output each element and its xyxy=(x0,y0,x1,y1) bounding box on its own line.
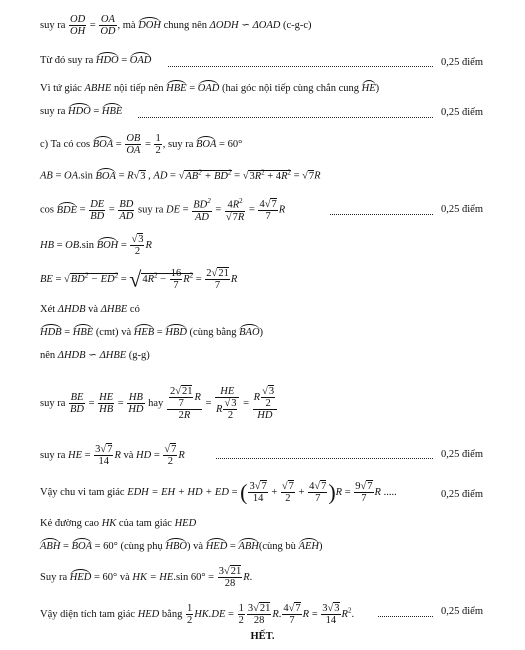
line-2: Từ đó suy ra HDO = OAD xyxy=(40,55,152,66)
line-6: AB = OA.sin BOA = R√3 , AD = $√AB^2 + BD^2 = √3R^2 + 4R^2 = √7R$ xyxy=(40,168,321,182)
line-18: Suy ra HED = 60° và HK = HE.sin 60° = $\frac{3√21}{28}$ R. xyxy=(40,566,253,590)
score-label: 0,25 điểm xyxy=(441,489,483,500)
dot-leader xyxy=(378,616,433,617)
score-label: 0,25 điểm xyxy=(441,57,483,68)
line-11: HDB = HBE (cmt) và HEB = HBD (cùng bằng BAO) xyxy=(40,327,264,338)
line-4: suy ra HDO = HBE xyxy=(40,106,123,117)
dot-leader xyxy=(168,66,433,67)
line-19: Vậy diện tích tam giác HED bằng $\frac{1}{2}$ HK.DE = $\frac{1}{2}$ $\frac{3√21}{28}$ R. $\frac{4√7}{7}$ R = $\frac{3√3}{14}$ $R^2$. xyxy=(40,603,355,627)
line-10: Xét ΔHDB và ΔHBE có xyxy=(40,304,140,315)
line-8: HB = OB.sin BOH = $\frac{√3}{2}$ R xyxy=(40,234,152,258)
line-16: Kẻ đường cao HK của tam giác HED xyxy=(40,518,197,529)
dot-leader xyxy=(138,117,433,118)
line-3: Vì tứ giác ABHE nội tiếp nên HBE = OAD (hai góc nội tiếp cùng chắn cung HE) xyxy=(40,83,380,94)
line-9: BE = $√BD^2 - ED^2 = √4R^2$ − $\frac{16}{7}$ $R^2$ = $\frac{2√21}{7}$ R xyxy=(40,266,238,292)
line-12: nên ΔHDB ∽ ΔHBE (g-g) xyxy=(40,350,150,361)
line-1: suy ra $\frac{OD}{OH}$ = $\frac{OA}{OD}$ , mà DOH chung nên ΔODH ∽ ΔOAD (c-g-c) xyxy=(40,14,312,38)
dot-leader xyxy=(216,458,433,459)
score-label: 0,25 điểm xyxy=(441,107,483,118)
dot-leader xyxy=(330,214,433,215)
line-7: cos BDE = $\frac{DE}{BD}$ = $\frac{BD}{AD}$ suy ra DE = $\frac{BD^2}{AD}$ = $\frac{4R^2}{√7R}$ = $\frac{4√7}{7}$ R xyxy=(40,197,286,223)
line-5: c) Ta có cos BOA = $\frac{OB}{OA}$ = $\frac{1}{2}$ , suy ra BOA = 60° xyxy=(40,133,243,157)
score-label: 0,25 điểm xyxy=(441,204,483,215)
line-17: ABH = BOA = 60° (cùng phụ HBO) và HED = ABH(cùng bù AEH) xyxy=(40,541,323,552)
score-label: 0,25 điểm xyxy=(441,449,483,460)
line-14: suy ra HE = $\frac{3√7}{14}$ R và HD = $\frac{√7}{2}$ R xyxy=(40,444,185,468)
score-label: 0,25 điểm xyxy=(441,606,483,617)
end-marker: HẾT. xyxy=(250,631,275,642)
line-15: Vậy chu vi tam giác EDH = EH + HD + ED = ( $\frac{3√7}{14}$ + $\frac{√7}{2}$ + $\frac{4√7}{7}$ )R = $\frac{9√7}{7}$ R ..... xyxy=(40,479,397,505)
line-13: suy ra $\frac{BE}{BD}$ = $\frac{HE}{HB}$ = $\frac{HB}{HD}$ hay $\frac{2√21}{7}$ R 2R = HE R $\frac{√3}{2}$ = R $\frac{√3}{2}$ HD xyxy=(40,386,278,421)
